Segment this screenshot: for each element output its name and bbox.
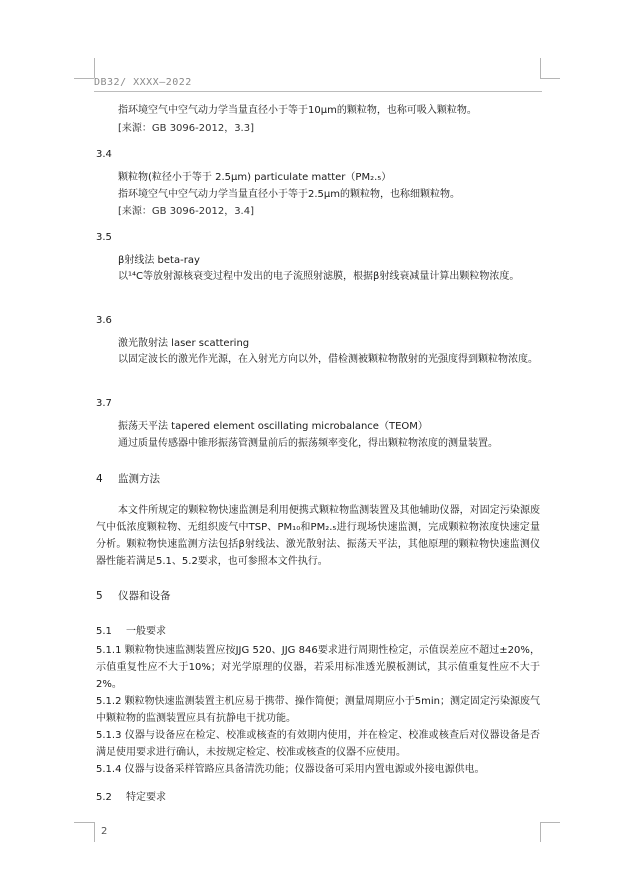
section-4-paragraph: 本文件所规定的颗粒物快速监测是利用便携式颗粒物监测装置及其他辅助仪器，对固定污染源废气中低浓度颗粒物、无组织废气中TSP、PM₁₀和PM₂.₅进行现场快速监测，完成颗粒物浓度快速定量分析。颗粒物快速监测方法包括β射线法、激光散射法、振荡天平法，其他原理的颗粒物快速监测仪器性能若满足5.1、5.2要求，也可参照本文件执行。: [96, 505, 540, 567]
section-5-2-number: 5.2: [96, 792, 112, 803]
header-rule: [94, 91, 542, 92]
term-3-4-source: [来源：GB 3096-2012，3.4]: [118, 206, 255, 217]
term-3-4-number: 3.4: [96, 149, 112, 160]
document-id: DB32/ XXXX—2022: [94, 77, 192, 88]
term-3-6-definition: 以固定波长的激光作光源，在入射光方向以外，借检测被颗粒物散射的光强度得到颗粒物浓度。: [118, 354, 538, 365]
crop-mark-bottom-left: [94, 822, 95, 842]
crop-mark-top-right-h: [540, 78, 560, 79]
term-3-7-number: 3.7: [96, 398, 112, 409]
section-5-title: 仪器和设备: [118, 590, 171, 602]
term-3-7-definition: 通过质量传感器中锥形振荡管测量前后的振荡频率变化，得出颗粒物浓度的测量装置。: [118, 438, 498, 449]
section-5-1-title: 一般要求: [126, 626, 166, 637]
term-3-4-title: 颗粒物(粒径小于等于 2.5μm) particulate matter（PM₂.₅）: [118, 172, 392, 183]
clause-5-1-2: 5.1.2 颗粒物快速监测装置主机应易于携带、操作简便；测量周期应小于5min；测定固定污染源废气中颗粒物的监测装置应具有抗静电干扰功能。: [96, 696, 540, 724]
term-3-4-definition: 指环境空气中空气动力学当量直径小于等于2.5μm的颗粒物，也称细颗粒物。: [118, 189, 461, 200]
section-4-title: 监测方法: [118, 473, 160, 485]
section-5-2-title: 特定要求: [126, 792, 166, 803]
section-5-1-number: 5.1: [96, 626, 112, 637]
term-3-3-source: [来源：GB 3096-2012，3.3]: [118, 123, 255, 134]
clause-5-1-4: 5.1.4 仪器与设备采样管路应具备清洗功能；仪器设备可采用内置电源或外接电源供电。: [96, 764, 485, 775]
crop-mark-bottom-right: [540, 822, 541, 842]
crop-mark-top-right: [540, 58, 541, 78]
section-5-number: 5: [96, 590, 103, 602]
term-3-6-title: 激光散射法 laser scattering: [118, 338, 250, 349]
section-5-2-heading: [96, 788, 166, 803]
term-3-5-number: 3.5: [96, 232, 112, 243]
section-4-heading: [96, 471, 160, 486]
section-5-heading: [96, 588, 171, 603]
term-3-5-title: β射线法 beta-ray: [118, 255, 200, 266]
term-3-3-definition: 指环境空气中空气动力学当量直径小于等于10μm的颗粒物，也称可吸入颗粒物。: [118, 105, 477, 116]
clause-5-1-1: 5.1.1 颗粒物快速监测装置应按JJG 520、JJG 846要求进行周期性检定，示值误差应不超过±20%，示值重复性应不大于10%；对光学原理的仪器，若采用标准透光膜板测试，其示值重复性应不大于2%。: [96, 645, 540, 690]
crop-mark-bottom-right-h: [540, 822, 560, 823]
term-3-6-number: 3.6: [96, 315, 112, 326]
crop-mark-bottom-left-h: [74, 822, 94, 823]
crop-mark-top-left: [94, 58, 95, 78]
page-number: 2: [101, 826, 108, 837]
clause-5-1-3: 5.1.3 仪器与设备应在检定、校准或核查的有效期内使用，并在检定、校准或核查后对仪器设备是否满足使用要求进行确认，未按规定检定、校准或核查的仪器不应使用。: [96, 730, 540, 758]
section-5-1-heading: [96, 622, 166, 637]
crop-mark-top-left-h: [74, 78, 94, 79]
term-3-7-title: 振荡天平法 tapered element oscillating microbalance（TEOM）: [118, 421, 428, 432]
term-3-5-definition: 以¹⁴C等放射源核衰变过程中发出的电子流照射滤膜，根据β射线衰减量计算出颗粒物浓度。: [118, 271, 520, 282]
section-4-number: 4: [96, 473, 103, 485]
